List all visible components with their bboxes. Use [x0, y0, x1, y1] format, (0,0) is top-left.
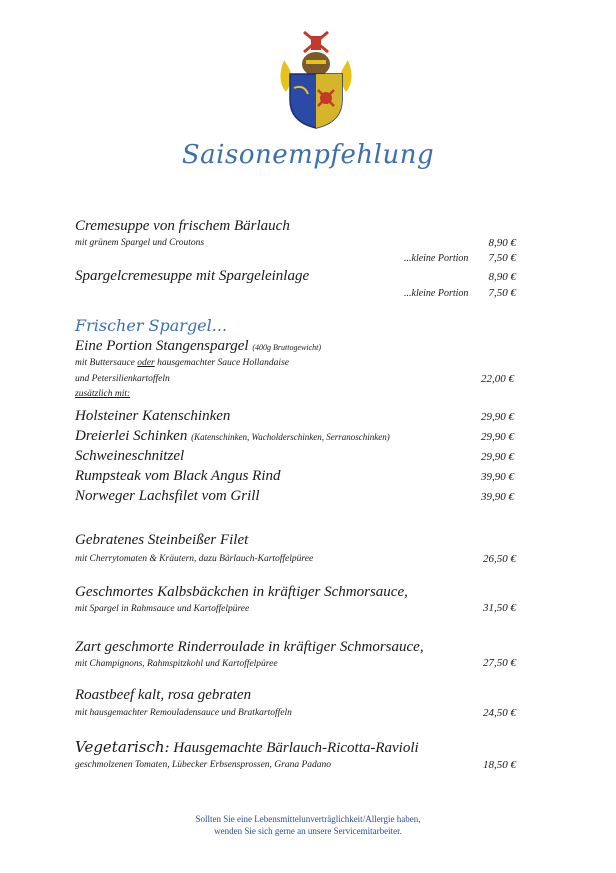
desc-text: mit Buttersauce [75, 358, 135, 368]
dish-kalbsbaeckchen: Geschmortes Kalbsbäckchen in kräftiger Schmorsauce, [75, 584, 408, 600]
allergy-note [0, 813, 616, 837]
weight-note: (400g Bruttogewicht) [252, 343, 321, 352]
dish-ravioli [75, 738, 419, 757]
dish-stangenspargel [75, 338, 321, 355]
section-frischer-spargel: Frischer Spargel... [75, 316, 228, 335]
dish-name: Eine Portion Stangenspargel [75, 338, 249, 354]
dish-spargel-soup: Spargelcremesuppe mit Spargeleinlage [75, 268, 310, 284]
dish-baerlauch-soup: Cremesuppe von frischem Bärlauch [75, 218, 290, 234]
allergy-note-line-2: wenden Sie sich gerne an unsere Servicemitarbeiter. [214, 826, 402, 836]
allergy-note-line-1: Sollten Sie eine Lebensmittelunverträglichkeit/Allergie haben, [195, 814, 421, 824]
dish-lachs: Norweger Lachsfilet vom Grill [75, 488, 260, 504]
dish-name: Dreierlei Schinken [75, 428, 188, 444]
desc-roastbeef: mit hausgemachter Remouladensauce und Bratkartoffeln [75, 708, 292, 718]
small-portion-label: ...kleine Portion [404, 253, 469, 264]
dish-rinderroulade: Zart geschmorte Rinderroulade in kräftiger Schmorsauce, [75, 639, 424, 655]
price-baerlauch-soup: 8,90 € [488, 237, 516, 249]
small-portion-label: ...kleine Portion [404, 288, 469, 299]
extra-label: zusätzlich mit: [75, 389, 131, 399]
price-rinderroulade: 27,50 € [483, 657, 516, 669]
desc-steinbeisser: mit Cherrytomaten & Kräutern, dazu Bärlauch-Kartoffelpüree [75, 554, 314, 564]
dish-name: Hausgemachte Bärlauch-Ricotta-Ravioli [173, 740, 419, 756]
price-katenschinken: 29,90 € [481, 411, 514, 423]
price-rumpsteak: 39,90 € [481, 471, 514, 483]
dish-roastbeef: Roastbeef kalt, rosa gebraten [75, 687, 252, 703]
price-spargel-soup: 8,90 € [488, 271, 516, 283]
page-title: Saisonempfehlung [181, 140, 435, 170]
price-spargel-soup-small: 7,50 € [488, 287, 516, 299]
dish-steinbeisser: Gebratenes Steinbeißer Filet [75, 532, 249, 548]
desc-rinderroulade: mit Champignons, Rahmspitzkohl und Kartoffelpüree [75, 659, 278, 669]
price-ravioli: 18,50 € [483, 759, 516, 771]
dish-katenschinken: Holsteiner Katenschinken [75, 408, 231, 424]
price-baerlauch-soup-small: 7,50 € [488, 252, 516, 264]
vegetarian-label: Vegetarisch: [75, 738, 170, 756]
price-dreierlei: 29,90 € [481, 431, 514, 443]
price-stangenspargel: 22,00 € [481, 373, 514, 385]
crest-logo [276, 30, 356, 130]
price-steinbeisser: 26,50 € [483, 553, 516, 565]
windmill-icon [304, 32, 328, 52]
dish-schnitzel: Schweineschnitzel [75, 448, 185, 464]
desc-kalbsbaeckchen: mit Spargel in Rahmsauce und Kartoffelpüree [75, 604, 250, 614]
desc-baerlauch-soup: mit grünem Spargel und Croutons [75, 238, 205, 248]
dish-rumpsteak: Rumpsteak vom Black Angus Rind [75, 468, 281, 484]
desc-ravioli: geschmolzenen Tomaten, Lübecker Erbsensprossen, Grana Padano [75, 760, 332, 770]
desc-text: hausgemachter Sauce Hollandaise [157, 358, 289, 368]
desc-oder: oder [137, 358, 155, 368]
price-roastbeef: 24,50 € [483, 707, 516, 719]
dish-note: (Katenschinken, Wacholderschinken, Serranoschinken) [191, 432, 390, 442]
price-schnitzel: 29,90 € [481, 451, 514, 463]
dish-dreierlei [75, 428, 390, 445]
price-lachs: 39,90 € [481, 491, 514, 503]
desc-stangenspargel-2: und Petersilienkartoffeln [75, 374, 170, 384]
desc-stangenspargel-1 [75, 358, 289, 368]
price-kalbsbaeckchen: 31,50 € [483, 602, 516, 614]
